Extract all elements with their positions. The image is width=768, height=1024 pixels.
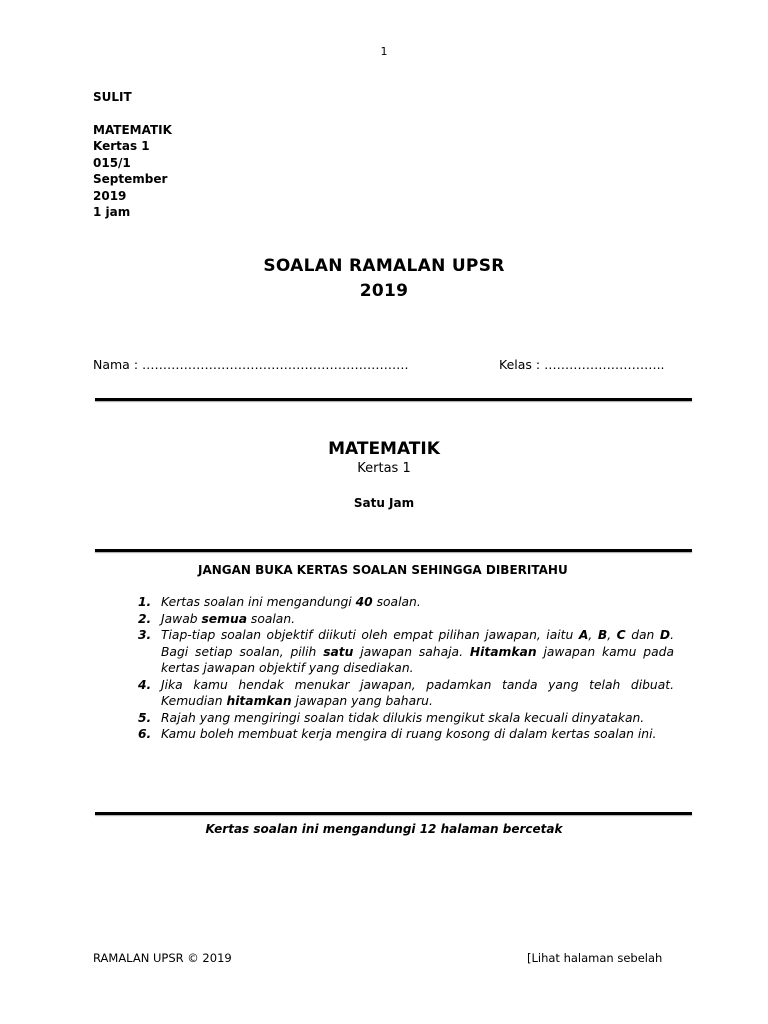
page-title-year: 2019 (359, 281, 409, 301)
instructions-heading: JANGAN BUKA KERTAS SOALAN SEHINGGA DIBERITAHU (198, 563, 568, 577)
classification-label: SULIT (93, 90, 132, 104)
instruction-item: 2. Jawab semua soalan. (138, 611, 296, 626)
instruction-number: 5. (138, 710, 152, 725)
cover-duration: Satu Jam (353, 496, 415, 510)
instruction-item: 1. Kertas soalan ini mengandungi 40 soalan. (138, 595, 421, 609)
instruction-item: 6. Kamu boleh membuat kerja mengira di ruang kosong di dalam kertas soalan ini. (138, 727, 657, 741)
instruction-item: 4. Jika kamu hendak menukar jawapan, padamkan tanda yang telah dibuat. Kemudian hitamkan jawapan yang baharu. (138, 677, 674, 708)
instruction-number: 6. (138, 727, 152, 741)
divider-line (95, 812, 692, 815)
exam-year: 2019 (93, 188, 127, 203)
subject-label: MATEMATIK (93, 122, 172, 137)
paper-label: Kertas 1 (93, 139, 150, 153)
divider-line (95, 549, 692, 552)
paper-info-block (93, 89, 172, 221)
footer-next-page: [Lihat halaman sebelah (527, 951, 663, 965)
page-title: SOALAN RAMALAN UPSR (263, 256, 505, 276)
exam-month: September (93, 172, 168, 186)
instructions-list (138, 594, 674, 743)
page-count-note: Kertas soalan ini mengandungi 12 halaman bercetak (205, 822, 563, 836)
instruction-number: 1. (138, 595, 152, 609)
cover-subject: MATEMATIK (328, 439, 440, 459)
paper-code: 015/1 (93, 155, 131, 170)
name-field: Nama : ………………………………………………………. (93, 357, 409, 372)
instruction-item: 5. Rajah yang mengiringi soalan tidak dilukis mengikut skala kecuali dinyatakan. (138, 710, 645, 725)
instruction-number: 2. (138, 611, 152, 626)
cover-paper: Kertas 1 (357, 461, 411, 476)
footer-copyright: RAMALAN UPSR © 2019 (93, 951, 232, 965)
class-field: Kelas : ……………………….. (499, 357, 665, 372)
divider-line (95, 398, 692, 401)
page-number: 1 (380, 45, 388, 58)
instruction-number: 4. (138, 677, 152, 692)
instruction-number: 3. (138, 628, 152, 642)
exam-duration: 1 jam (93, 205, 131, 219)
instruction-item: 3. Tiap-tiap soalan objektif diikuti oleh empat pilihan jawapan, iaitu A, B, C dan D. Bagi setiap soalan, pilih satu jawapan sahaja. Hitamkan jawapan kamu pada kertas jawapan objektif yang disediakan. (138, 628, 675, 675)
